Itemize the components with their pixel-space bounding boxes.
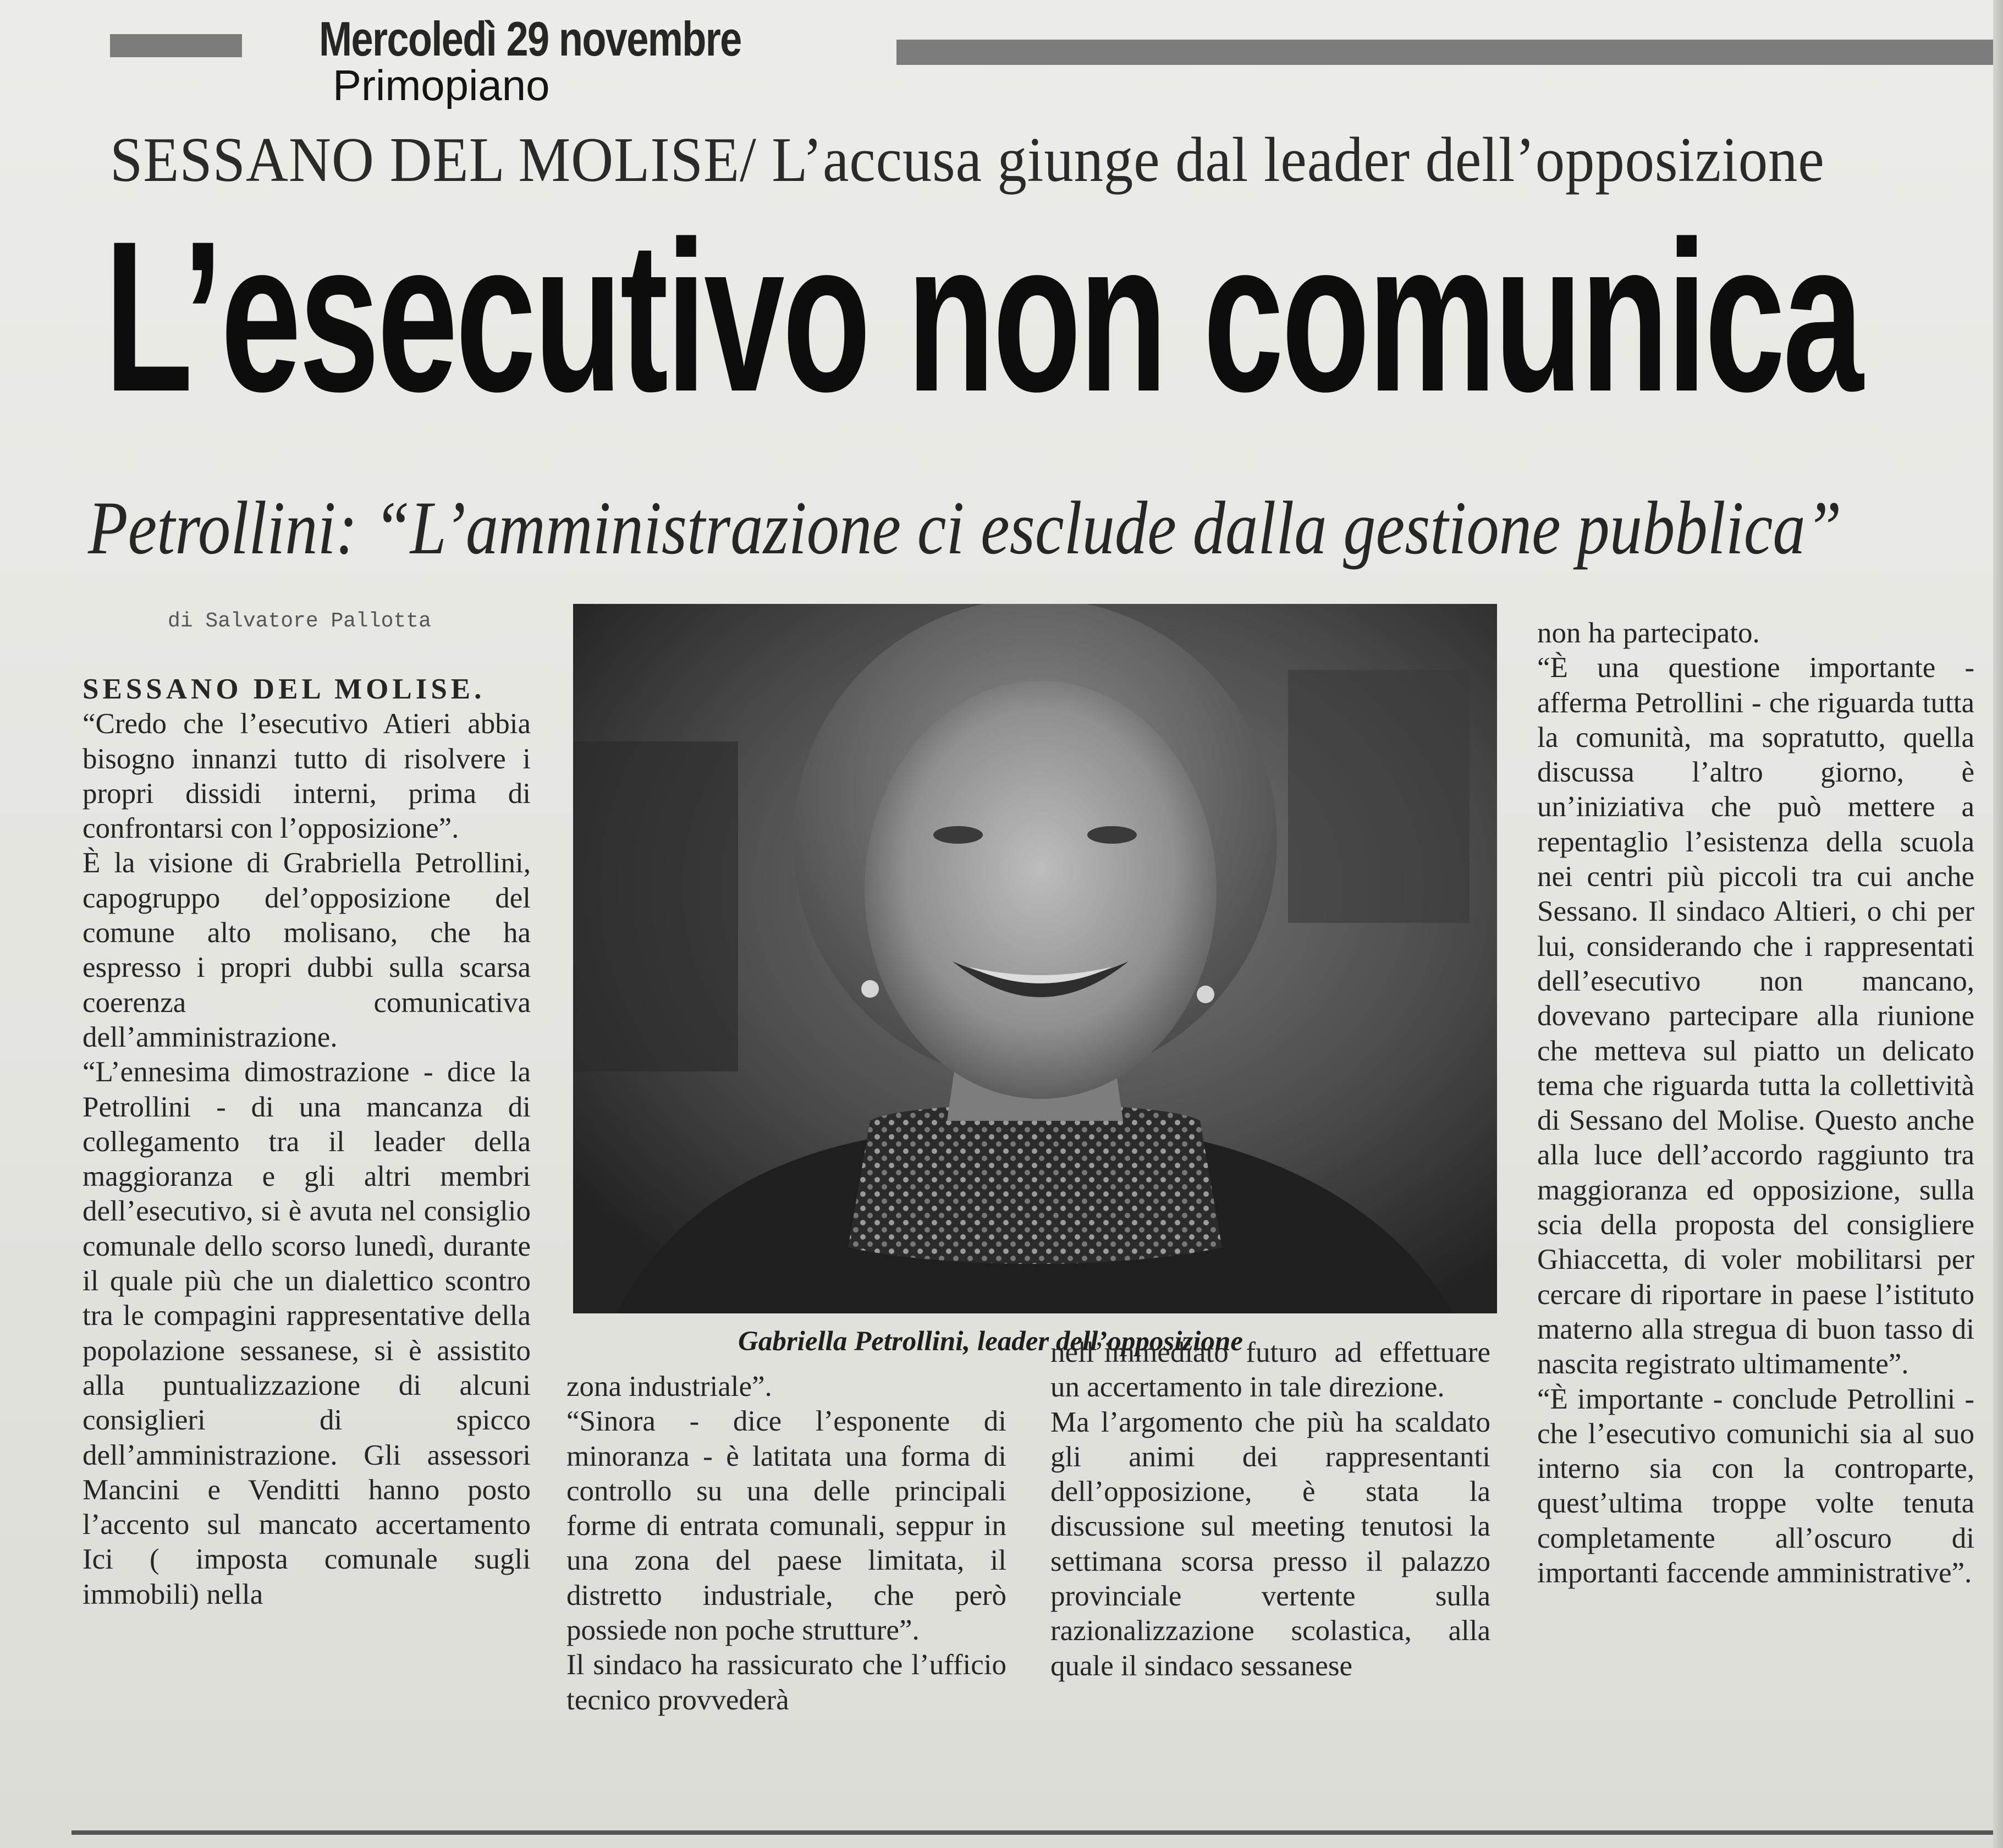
article-column-4	[1537, 616, 1974, 1591]
section-title: Primopiano	[333, 61, 550, 109]
column-1-paragraph-2: È la visione di Grabriella Petrollini, capogruppo del’opposizione del comune alto molisano, che ha espresso i propri dubbi sulla scarsa coerenza comunicativa dell’amministrazione.	[82, 847, 531, 1053]
article-byline: di Salvatore Pallotta	[168, 609, 431, 633]
column-4-paragraph-2: “È una questione importante - afferma Petrollini - che riguarda tutta la comunità, ma sopratutto, quella discussa l’altro giorno, è un’iniziativa che può mettere a repentaglio l’esistenza della scuola nei centri più piccoli tra cui anche Sessano. Il sindaco Altieri, o chi per lui, considerando che i rappresentati dell’esecutivo non mancano, dovevano partecipare alla riunione che metteva sul piatto un delicato tema che riguarda tutta la collettività di Sessano del Molise. Questo anche alla luce dell’accordo raggiunto tra maggioranza ed opposizione, sulla scia della proposta del consigliere Ghiaccetta, di voler mobilitarsi per cercare di riportare in paese l’istituto materno alla stregua di buon tasso di nascita registrato ultimamente”.	[1537, 652, 1974, 1380]
column-2-paragraph-3: Il sindaco ha rassicurato che l’ufficio tecnico provvederà	[566, 1649, 1006, 1716]
masthead-rule-right	[896, 40, 1993, 65]
portrait-photo	[573, 604, 1497, 1313]
column-4-paragraph-3: “È importante - conclude Petrollini - che l’esecutivo comunichi sia al suo interno sia con la controparte, quest’ultima troppe volte tenuta completamente all’oscuro di importanti faccende amministrative”.	[1537, 1383, 1974, 1590]
column-2-paragraph-1: zona industriale”.	[566, 1371, 772, 1402]
photo-caption: Gabriella Petrollini, leader dell’opposizione	[738, 1326, 1243, 1357]
adjacent-page-edge	[1993, 0, 2003, 1848]
article-column-3	[1050, 1335, 1490, 1684]
column-1-paragraph-3: “L’ennesima dimostrazione - dice la Petrollini - di una mancanza di collegamento tra il leader della maggioranza e gli altri membri dell’esecutivo, si è avuta nel consiglio comunale dello scorso lunedì, durante il quale più che un dialettico scontro tra le compagini rappresentative della popolazione sessanese, si è assistito alla puntualizzazione di alcuni consiglieri di spicco dell’amministrazione. Gli assessori Mancini e Venditti hanno posto l’accento sul mancato accertamento Ici ( imposta comunale sugli immobili) nella	[82, 1056, 531, 1610]
column-1-paragraph-1: SESSANO DEL MOLISE. “Credo che l’esecutivo Atieri abbia bisogno innanzi tutto di risolvere i propri dissidi interni, prima di confrontarsi con l’opposizione”.	[82, 673, 531, 845]
article-column-2	[566, 1370, 1006, 1718]
article-column-1	[82, 672, 531, 1612]
article-subhead: Petrollini: “L’amministrazione ci esclude dalla gestione pubblica”	[88, 486, 1842, 570]
dateline: SESSANO DEL MOLISE.	[82, 673, 486, 705]
portrait-illustration	[573, 604, 1497, 1313]
column-3-paragraph-2: Ma l’argomento che più ha scaldato gli animi dei rappresentanti dell’opposizione, è stata la discussione sul meeting tenutosi la settimana scorsa presso il palazzo provinciale vertente sulla razionalizzazione scolastica, alla quale il sindaco sessanese	[1050, 1406, 1490, 1682]
issue-date: Mercoledì 29 novembre	[319, 12, 741, 66]
article-kicker: SESSANO DEL MOLISE/ L’accusa giunge dal leader dell’opposizione	[110, 125, 1825, 195]
column-3-paragraph-1: nell’immediato futuro ad effettuare un accertamento in tale direzione.	[1050, 1336, 1490, 1404]
article-headline: L’esecutivo non comunica	[104, 196, 1862, 436]
column-4-paragraph-1: non ha partecipato.	[1537, 617, 1760, 649]
column-2-paragraph-2: “Sinora - dice l’esponente di minoranza - è latitata una forma di controllo su una delle principali forme di entrata comunali, seppur in una zona del paese limitata, il distretto industriale, che però possiede non poche strutture”.	[566, 1405, 1006, 1647]
bottom-rule	[71, 1830, 1993, 1835]
masthead-rule-left	[110, 34, 242, 57]
